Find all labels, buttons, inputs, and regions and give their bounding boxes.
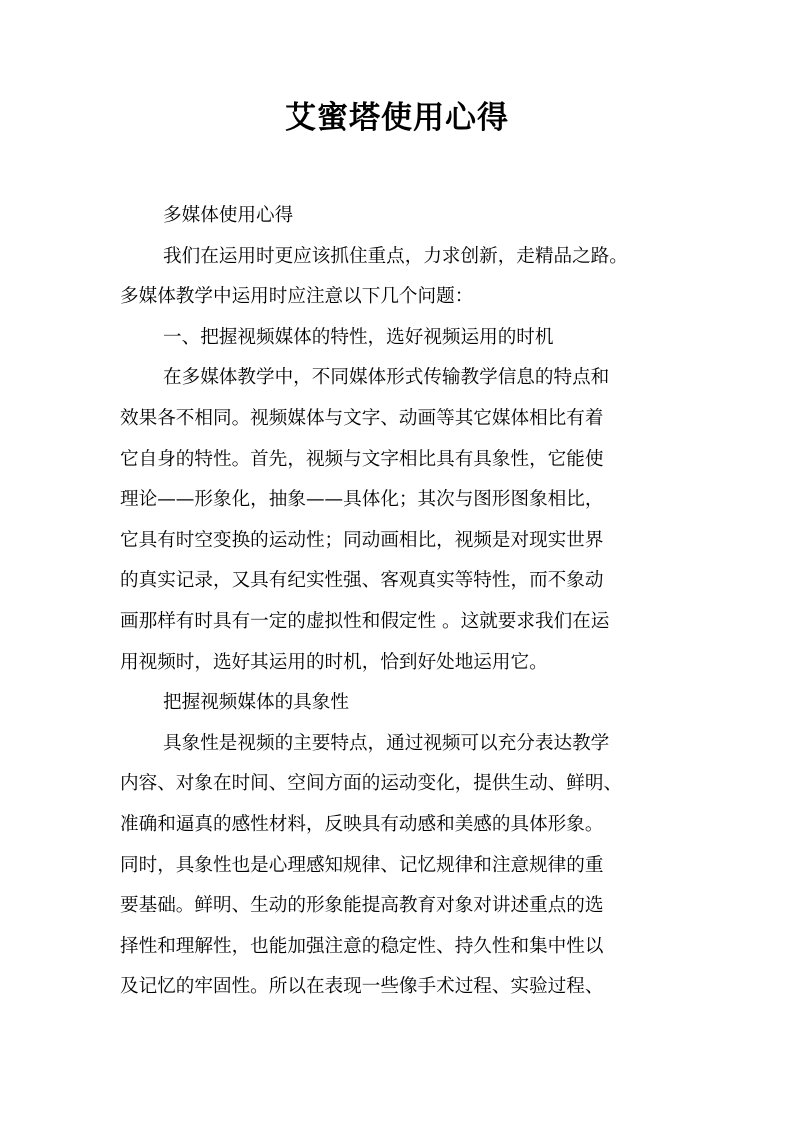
paragraph-line: 多媒体教学中运用时应注意以下几个问题：	[120, 286, 474, 308]
paragraph-line: 在多媒体教学中，不同媒体形式传输教学信息的特点和	[163, 367, 610, 389]
paragraph-line: 理论——形象化，抽象——具体化；其次与图形图象相比，	[120, 489, 604, 511]
paragraph-line: 用视频时，选好其运用的时机，恰到好处地运用它。	[120, 651, 548, 673]
paragraph-line: 我们在运用时更应该抓住重点，力求创新，走精品之路。	[163, 245, 628, 267]
paragraph-line: 效果各不相同。视频媒体与文字、动画等其它媒体相比有着	[120, 407, 604, 429]
section-heading: 一、把握视频媒体的特性，选好视频运用的时机	[163, 326, 554, 348]
paragraph-line: 择性和理解性，也能加强注意的稳定性、持久性和集中性以	[120, 935, 604, 957]
document-title: 艾蜜塔使用心得	[285, 100, 509, 136]
paragraph-line: 它具有时空变换的运动性；同动画相比，视频是对现实世界	[120, 529, 604, 551]
paragraph-line: 的真实记录，又具有纪实性强、客观真实等特性，而不象动	[120, 570, 604, 592]
section-heading: 把握视频媒体的具象性	[163, 692, 349, 714]
paragraph-line: 具象性是视频的主要特点，通过视频可以充分表达教学	[163, 732, 610, 754]
paragraph-line: 它自身的特性。首先，视频与文字相比具有具象性，它能使	[120, 448, 604, 470]
paragraph-heading: 多媒体使用心得	[163, 205, 294, 226]
paragraph-line: 准确和逼真的感性材料，反映具有动感和美感的具体形象。	[120, 813, 604, 835]
paragraph-line: 画那样有时具有一定的虚拟性和假定性 。这就要求我们在运	[120, 610, 610, 632]
paragraph-line: 及记忆的牢固性。所以在表现一些像手术过程、实验过程、	[120, 976, 604, 998]
paragraph-line: 内容、对象在时间、空间方面的运动变化，提供生动、鲜明、	[120, 773, 623, 795]
paragraph-line: 同时，具象性也是心理感知规律、记忆规律和注意规律的重	[120, 854, 604, 876]
document-body	[120, 196, 680, 1008]
paragraph-line: 要基础。鲜明、生动的形象能提高教育对象对讲述重点的选	[120, 895, 604, 917]
